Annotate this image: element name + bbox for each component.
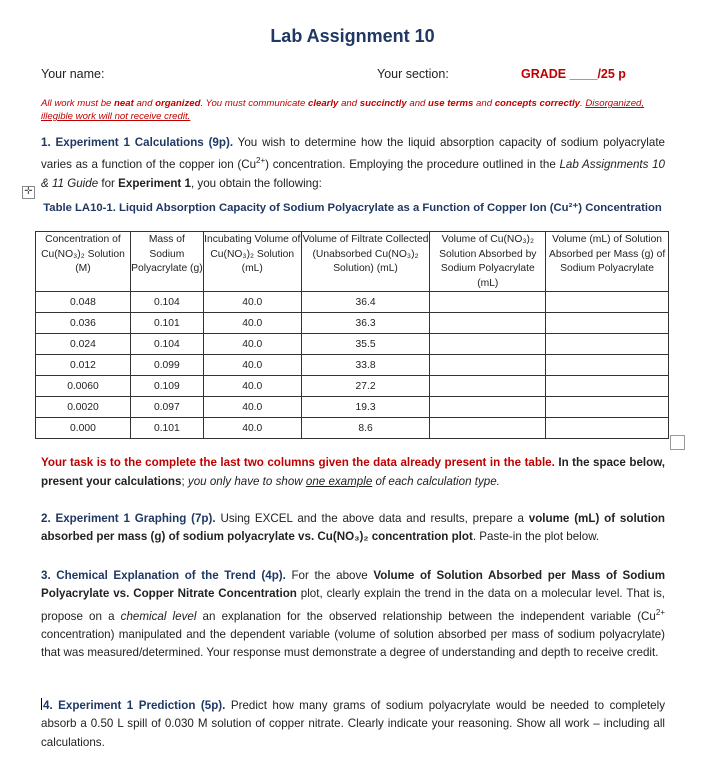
table-cell: 0.109 <box>130 376 203 397</box>
question-4[interactable] <box>41 697 665 752</box>
question-3-italic: chemical level <box>120 609 197 623</box>
table-cell-editable[interactable] <box>430 355 546 376</box>
task-highlight: Your task is to the complete the last two columns given the data already present in the table. <box>41 456 555 469</box>
table-cell-editable[interactable] <box>430 334 546 355</box>
table-cell-editable[interactable] <box>546 355 669 376</box>
data-table <box>35 231 669 439</box>
question-3-text: For the above <box>285 569 374 582</box>
warning-organized: organized <box>155 98 201 109</box>
table-cell-editable[interactable] <box>546 313 669 334</box>
experiment-reference: Experiment 1 <box>118 176 191 190</box>
table-cell: 40.0 <box>203 376 301 397</box>
warning-disorganized: Disorganized, illegible work will not receive credit. <box>41 98 645 122</box>
column-header: Incubating Volume of Cu(NO₃)₂ Solution (mL) <box>203 232 301 292</box>
table-cell: 40.0 <box>203 292 301 313</box>
table-row <box>36 355 669 376</box>
superscript: 2+ <box>655 607 665 617</box>
guide-reference: Lab Assignments 10 & 11 Guide <box>41 158 665 190</box>
warning-text: . <box>580 98 586 109</box>
warning-and: and <box>406 98 429 109</box>
question-2-text: Using EXCEL and the above data and results, prepare a <box>215 512 529 525</box>
table-row <box>36 334 669 355</box>
table-cell: 0.048 <box>36 292 131 313</box>
warning-text: . You must communicate <box>200 98 308 109</box>
table-row <box>36 418 669 439</box>
table-cell: 36.3 <box>301 313 430 334</box>
question-3 <box>41 567 665 663</box>
table-cell: 33.8 <box>301 355 430 376</box>
question-1 <box>41 134 665 193</box>
table-cell: 0.000 <box>36 418 131 439</box>
question-4-heading: 4. Experiment 1 Prediction (5p). <box>43 699 226 712</box>
table-cell: 35.5 <box>301 334 430 355</box>
task-bold: In the space below, present your calculations <box>41 456 666 488</box>
column-header: Mass of Sodium Polyacrylate (g) <box>130 232 203 292</box>
table-cell: 0.101 <box>130 418 203 439</box>
text-cursor <box>41 698 42 710</box>
question-3-text: an explanation for the observed relationship between the independent variable (Cu <box>196 609 656 623</box>
question-2-bold: volume (mL) of solution absorbed per mass (g) of sodium polyacrylate vs. Cu(NO₃)₂ concentration plot <box>41 512 665 544</box>
table-cell: 0.0060 <box>36 376 131 397</box>
table-cell: 0.012 <box>36 355 131 376</box>
question-3-text: concentration) manipulated and the dependent variable (volume of solution absorbed per mass of sodium polyacrylate) that was measured/determined. Your response must demonstrate a degree of understanding and depth to receive credit. <box>41 628 665 660</box>
grade-blank: ____ <box>569 67 598 81</box>
table-cell-editable[interactable] <box>430 376 546 397</box>
table-cell: 0.036 <box>36 313 131 334</box>
question-3-text: plot, clearly explain the trend in the data on a molecular level. That is, propose on a <box>41 587 666 623</box>
warning-succinctly: succinctly <box>359 98 407 109</box>
table-cell: 0.099 <box>130 355 203 376</box>
table-cell-editable[interactable] <box>546 334 669 355</box>
question-4-text: Predict how many grams of sodium polyacrylate would be needed to completely absorb a 0.50 L spill of 0.030 M solution of copper nitrate. Clearly indicate your reasoning. Show all work – including all calculations. <box>41 699 665 749</box>
page-title: Lab Assignment 10 <box>270 26 435 46</box>
question-3-heading: 3. Chemical Explanation of the Trend (4p). <box>41 569 286 582</box>
table-cell-editable[interactable] <box>546 376 669 397</box>
table-cell: 40.0 <box>203 418 301 439</box>
section-label: Your section: <box>377 67 449 81</box>
table-cell: 19.3 <box>301 397 430 418</box>
question-1-text: for <box>98 176 119 190</box>
question-2-heading: 2. Experiment 1 Graphing (7p). <box>41 512 216 525</box>
task-text: ; <box>181 474 188 488</box>
warning-use-terms: use terms <box>428 98 474 109</box>
table-cell-editable[interactable] <box>430 313 546 334</box>
column-header: Volume of Filtrate Collected (Unabsorbed Cu(NO₃)₂ Solution) (mL) <box>301 232 430 292</box>
grade-text: GRADE <box>521 67 567 81</box>
table-cell: 36.4 <box>301 292 430 313</box>
table-cell: 0.104 <box>130 334 203 355</box>
name-label: Your name: <box>41 67 105 81</box>
table-cell: 40.0 <box>203 313 301 334</box>
warning-and: and <box>338 98 360 109</box>
grade-total: /25 p <box>597 67 626 81</box>
table-header-row <box>36 232 669 292</box>
table-move-handle-icon[interactable]: ✛ <box>22 186 35 199</box>
task-italic: you only have to show <box>187 474 306 488</box>
table-cell-editable[interactable] <box>546 418 669 439</box>
question-1-heading: 1. Experiment 1 Calculations (9p). <box>41 136 234 149</box>
table-resize-handle[interactable] <box>670 435 685 450</box>
instructions-warning <box>41 97 669 123</box>
task-instructions <box>41 454 665 491</box>
table-row <box>36 376 669 397</box>
table-cell: 0.097 <box>130 397 203 418</box>
question-2 <box>41 510 665 547</box>
table-cell-editable[interactable] <box>430 418 546 439</box>
grade-label <box>521 67 626 81</box>
warning-and: and <box>133 98 156 109</box>
table-cell-editable[interactable] <box>430 292 546 313</box>
table-row <box>36 292 669 313</box>
question-2-text: . Paste-in the plot below. <box>472 530 600 544</box>
table-cell: 8.6 <box>301 418 430 439</box>
task-italic: of each calculation type. <box>372 474 500 488</box>
warning-and: and <box>473 98 495 109</box>
warning-neat: neat <box>114 98 134 109</box>
column-header: Volume of Cu(NO₃)₂ Solution Absorbed by Sodium Polyacrylate (mL) <box>430 232 546 292</box>
table-cell: 0.024 <box>36 334 131 355</box>
question-1-text: ) concentration. Employing the procedure outlined in the <box>265 158 560 172</box>
question-1-text: , you obtain the following: <box>190 176 322 190</box>
question-1-text: You wish to determine how the liquid absorption capacity of sodium polyacrylate varies as a function of the copper ion (Cu <box>41 136 665 172</box>
table-cell: 40.0 <box>203 397 301 418</box>
table-row <box>36 397 669 418</box>
table-cell-editable[interactable] <box>546 292 669 313</box>
superscript: 2+ <box>256 156 266 166</box>
warning-text: All work must be <box>41 98 115 109</box>
table-cell: 40.0 <box>203 355 301 376</box>
column-header: Concentration of Cu(NO₃)₂ Solution (M) <box>36 232 131 292</box>
table-caption: Table LA10-1. Liquid Absorption Capacity of Sodium Polyacrylate as a Function of Copper Ion (Cu²⁺) Concentration <box>43 202 662 214</box>
table-cell-editable[interactable] <box>546 397 669 418</box>
warning-clearly: clearly <box>307 98 339 109</box>
table-cell-editable[interactable] <box>430 397 546 418</box>
task-underline: one example <box>305 474 373 488</box>
column-header: Volume (mL) of Solution Absorbed per Mass (g) of Sodium Polyacrylate <box>546 232 669 292</box>
warning-concepts: concepts correctly <box>494 98 581 109</box>
table-row <box>36 313 669 334</box>
table-cell: 0.101 <box>130 313 203 334</box>
table-cell: 27.2 <box>301 376 430 397</box>
table-cell: 0.0020 <box>36 397 131 418</box>
table-cell: 40.0 <box>203 334 301 355</box>
table-cell: 0.104 <box>130 292 203 313</box>
question-3-bold: Volume of Solution Absorbed per Mass of Sodium Polyacrylate vs. Copper Nitrate Concentration <box>41 569 666 601</box>
